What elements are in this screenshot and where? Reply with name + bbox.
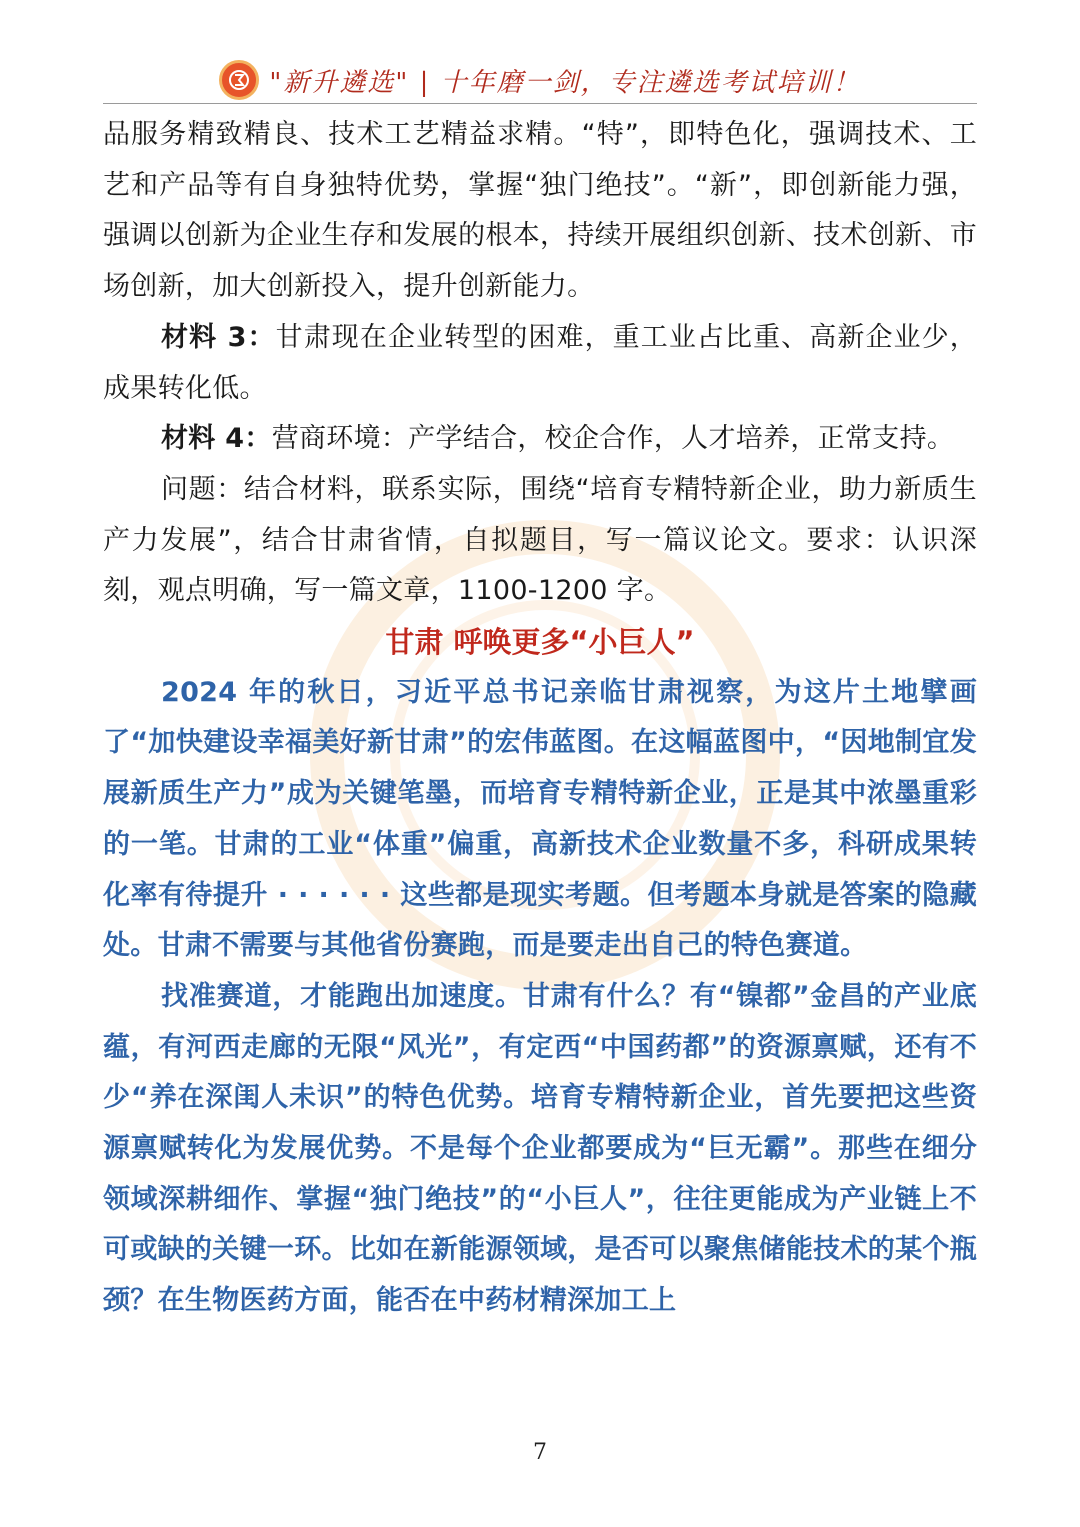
essay-paragraph-2: 找准赛道，才能跑出加速度。甘肃有什么？有“镍都”金昌的产业底蕴，有河西走廊的无限“风光”，有定西“中国药都”的资源禀赋，还有不少“养在深闺人未识”的特色优势。培育专精特新企业，首先要把这些资源禀赋转化为发展优势。不是每个企业都要成为“巨无霸”。那些在细分领域深耕细作、掌握“独门绝技”的“小巨人”，往往更能成为产业链上不可或缺的关键一环。比如在新能源领域，是否可以聚焦储能技术的某个瓶颈？在生物医药方面，能否在中药材精深加工上: [103, 980, 977, 1317]
material-3: [103, 313, 977, 414]
page-number: 7: [533, 1440, 547, 1465]
paragraph-continued: 品服务精致精良、技术工艺精益求精。“特”，即特色化，强调技术、工艺和产品等有自身独特优势，掌握“独门绝技”。“新”，即创新能力强，强调以创新为企业生存和发展的根本，持续开展组织创新、技术创新、市场创新，加大创新投入，提升创新能力。: [103, 119, 977, 303]
material-4: [103, 414, 977, 465]
material-4-label: 材料 4：: [161, 423, 272, 455]
material-4-text: 营商环境：产学结合，校企合作，人才培养，正常支持。: [271, 423, 955, 455]
page-header: [103, 56, 977, 104]
question-paragraph: 问题：结合材料，联系实际，围绕“培育专精特新企业，助力新质生产力发展”，结合甘肃省情，自拟题目，写一篇议论文。要求：认识深刻，观点明确，写一篇文章，1100-1200 字。: [103, 473, 977, 607]
material-3-label: 材料 3：: [161, 321, 276, 353]
header-divider: [103, 103, 977, 104]
material-3-text: 甘肃现在企业转型的困难，重工业占比重、高新企业少，成果转化低。: [103, 321, 978, 404]
header-slogan: "新升遴选" | 十年磨一剑，专注遴选考试培训！: [269, 67, 861, 98]
page-content: [103, 110, 977, 1327]
essay-paragraph-1: 2024 年的秋日，习近平总书记亲临甘肃视察，为这片土地擘画了“加快建设幸福美好新甘肃”的宏伟蓝图。在这幅蓝图中，“因地制宜发展新质生产力”成为关键笔墨，而培育专精特新企业，正是其中浓墨重彩的一笔。甘肃的工业“体重”偏重，高新技术企业数量不多，科研成果转化率有待提升 · · · · · · 这些都是现实考题。但考题本身就是答案的隐藏处。甘肃不需要与其他省份赛跑，而是要走出自己的特色赛道。: [103, 676, 977, 962]
essay-title: 甘肃 呼唤更多“小巨人”: [385, 625, 695, 660]
school-emblem-icon: [219, 60, 259, 100]
